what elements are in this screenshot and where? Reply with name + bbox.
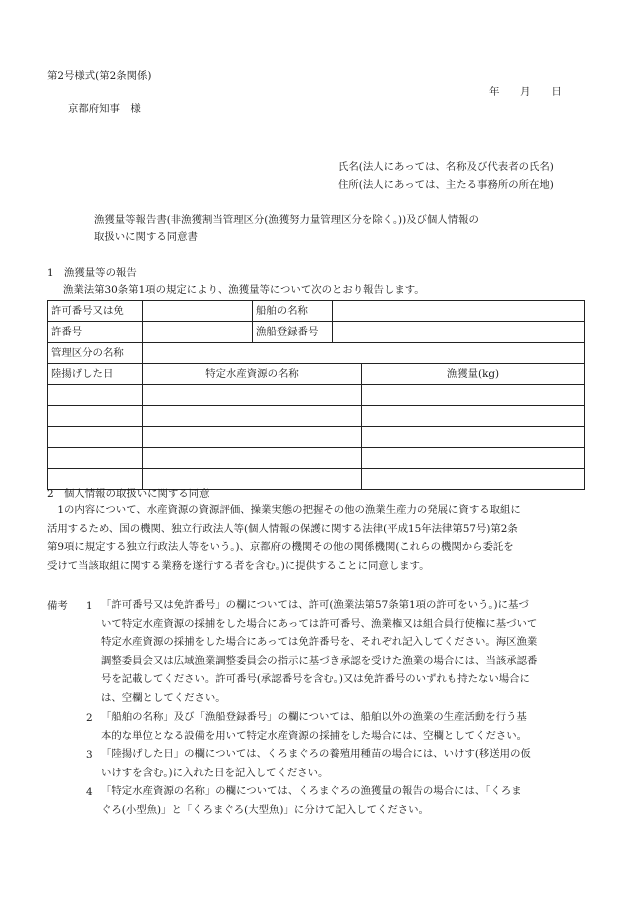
note-item: 「陸揚げした日」の欄については、くろまぐろの養殖用種苗の場合には、いけす(移送用の仮 いけすを含む。)に入れた日を記入してください。 <box>101 748 531 779</box>
document-title-line1: 漁獲量等報告書(非漁獲割当管理区分(漁獲努力量管理区分を除く。))及び個人情報の <box>94 214 479 226</box>
catch-report-table <box>47 300 585 490</box>
table-row <box>48 406 585 427</box>
document-title-line2: 取扱いに関する同意書 <box>94 231 198 243</box>
permit-number-input-cont[interactable] <box>143 322 253 343</box>
catch-amount-cell[interactable] <box>362 406 585 427</box>
resource-name-cell[interactable] <box>143 406 362 427</box>
resource-name-cell[interactable] <box>143 448 362 469</box>
landing-date-cell[interactable] <box>48 406 143 427</box>
table-row <box>48 427 585 448</box>
catch-amount-cell[interactable] <box>362 448 585 469</box>
date-line: 年 月 日 <box>489 86 562 98</box>
table-row <box>48 301 585 322</box>
permit-number-input[interactable] <box>143 301 253 322</box>
section2-heading: 2 個人情報の取扱いに関する同意 <box>47 488 210 500</box>
col-resource-name: 特定水産資源の名称 <box>143 364 362 385</box>
landing-date-cell[interactable] <box>48 385 143 406</box>
catch-amount-cell[interactable] <box>362 469 585 490</box>
management-category-label: 管理区分の名称 <box>48 343 143 364</box>
applicant-address-label: 住所(法人にあっては、主たる事務所の所在地) <box>338 179 554 191</box>
permit-number-label: 許可番号又は免 <box>48 301 143 322</box>
note-number: 3 <box>86 749 93 761</box>
resource-name-cell[interactable] <box>143 427 362 448</box>
ship-registration-input[interactable] <box>333 322 585 343</box>
col-catch-amount: 漁獲量(kg) <box>362 364 585 385</box>
landing-date-cell[interactable] <box>48 448 143 469</box>
applicant-name-label: 氏名(法人にあっては、名称及び代表者の氏名) <box>338 161 554 173</box>
table-row <box>48 448 585 469</box>
catch-amount-cell[interactable] <box>362 427 585 448</box>
note-number: 4 <box>86 786 93 798</box>
table-row <box>48 385 585 406</box>
resource-name-cell[interactable] <box>143 385 362 406</box>
col-landing-date: 陸揚げした日 <box>48 364 143 385</box>
note-item: 「許可番号又は免許番号」の欄については、許可(漁業法第57条第1項の許可をいう。)に基づ いて特定水産資源の採捕をした場合にあっては許可番号、漁業権又は組合員行使権に基づいて 特定水産資源の採捕をした場合にあっては免許番号を、それぞれ記入してください。海区漁業 調整委員会又は広域漁業調整委員会の指示に基づき承認を受けた漁業の場合には、当該承認番 号を記載してください。許可番号(承認番号を含む。)又は免許番号のいずれも持たない場合に は、空欄としてください。 <box>101 599 538 704</box>
note-number: 1 <box>86 600 93 612</box>
table-row <box>48 322 585 343</box>
form-number: 第2号様式(第2条関係) <box>47 70 152 82</box>
landing-date-cell[interactable] <box>48 427 143 448</box>
note-number: 2 <box>86 712 93 724</box>
consent-paragraph: 1の内容について、水産資源の資源評価、操業実態の把握その他の漁業生産力の発展に資する取組に 活用するため、国の機関、独立行政法人等(個人情報の保護に関する法律(平成15年法律第57号)第2条 第9項に規定する独立行政法人等をいう。)、京都府の機関その他の関係機関(これらの機関から委託を 受けて当該取組に関する業務を遂行する者を含む。)に提供することに同意します。 <box>47 504 521 572</box>
section1-intro: 漁業法第30条第1項の規定により、漁獲量等について次のとおり報告します。 <box>63 284 425 296</box>
table-header-row <box>48 364 585 385</box>
notes-label: 備考 <box>47 600 68 612</box>
ship-name-label: 船舶の名称 <box>253 301 333 322</box>
note-item: 「船舶の名称」及び「漁船登録番号」の欄については、船舶以外の漁業の生産活動を行う基 本的な単位となる設備を用いて特定水産資源の採捕をした場合には、空欄としてください。 <box>101 711 528 742</box>
catch-amount-cell[interactable] <box>362 385 585 406</box>
table-row <box>48 343 585 364</box>
note-item: 「特定水産資源の名称」の欄については、くろまぐろの漁獲量の報告の場合には、「くろま ぐろ(小型魚)」と「くろまぐろ(大型魚)」に分けて記入してください。 <box>101 785 522 816</box>
permit-number-label-cont: 許番号 <box>48 322 143 343</box>
management-category-input[interactable] <box>143 343 585 364</box>
addressee: 京都府知事 様 <box>68 103 141 115</box>
ship-registration-label: 漁船登録番号 <box>253 322 333 343</box>
section1-heading: 1 漁獲量等の報告 <box>47 267 137 279</box>
ship-name-input[interactable] <box>333 301 585 322</box>
